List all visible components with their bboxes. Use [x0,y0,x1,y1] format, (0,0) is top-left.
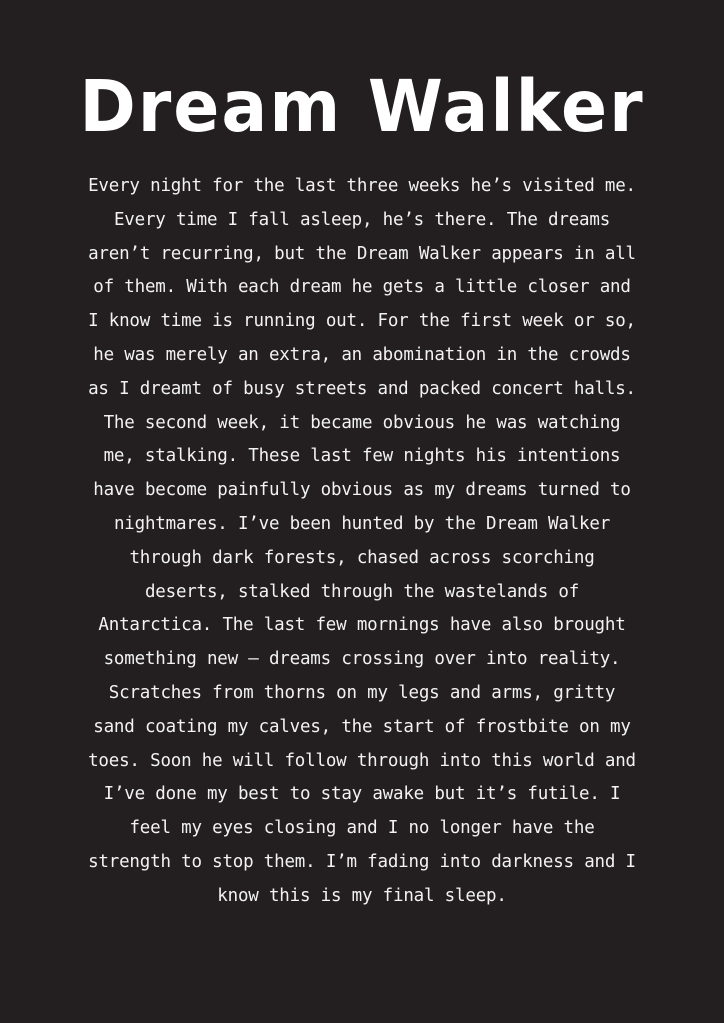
story-line: know this is my final sleep. [217,885,507,906]
story-line: as I dreamt of busy streets and packed concert halls. [88,378,636,399]
story-line: of them. With each dream he gets a little closer and [93,277,631,298]
story-line: toes. Soon he will follow through into this world and [88,750,636,771]
story-line: sand coating my calves, the start of frostbite on my [93,716,631,737]
story-line: Every night for the last three weeks he’s visited me. [88,176,636,196]
story-title: Dream Walker [79,66,645,149]
story-line: Antarctica. The last few mornings have also brought [98,615,626,636]
story-line: me, stalking. These last few nights his intentions [103,446,621,467]
story-line: aren’t recurring, but the Dream Walker appears in all [88,243,636,264]
story-line: he was merely an extra, an abomination in the crowds [93,344,631,365]
story-line: nightmares. I’ve been hunted by the Dream Walker [113,513,611,534]
story-line: I know time is running out. For the first week or so, [88,311,636,332]
story-line: strength to stop them. I’m fading into darkness and I [88,851,636,872]
story-line: Every time I fall asleep, he’s there. The dreams [113,209,611,230]
story-line: something new – dreams crossing over into reality. [103,649,621,670]
story-line: The second week, it became obvious he was watching [103,412,621,433]
story-line: I’ve done my best to stay awake but it’s futile. I [103,784,621,805]
story-line: have become painfully obvious as my dreams turned to [93,480,631,501]
story-line: through dark forests, chased across scorching [129,547,595,568]
story-line: feel my eyes closing and I no longer have the [129,818,595,839]
story-line: Scratches from thorns on my legs and arms, gritty [108,682,616,703]
story-body [62,170,662,914]
story-line: deserts, stalked through the wastelands of [144,581,580,602]
